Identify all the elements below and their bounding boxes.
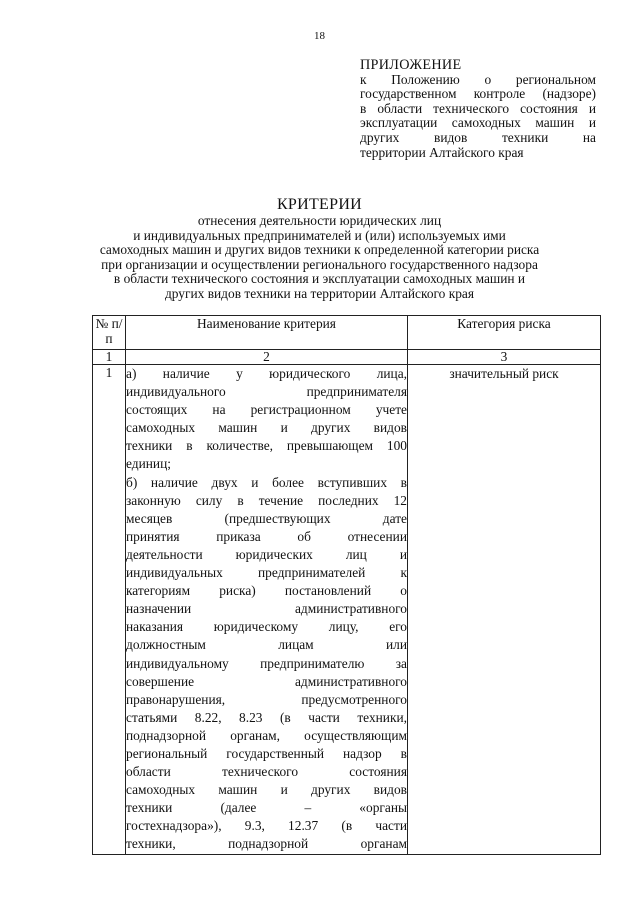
appendix-line: к Положению о региональном	[360, 71, 596, 87]
appendix-line: территории Алтайского края	[360, 144, 524, 160]
appendix-block	[360, 58, 596, 160]
criterion-line: самоходных машин и других видов	[126, 420, 407, 436]
criterion-line: региональный государственный надзор в	[126, 745, 407, 761]
criterion-line: наказания юридическому лицу, его	[126, 619, 407, 635]
appendix-line: в области технического состояния и	[360, 100, 596, 116]
criterion-line: состоящих на регистрационном учете	[126, 402, 407, 418]
criterion-line: категориям риска) постановлений о	[126, 583, 407, 599]
header-criterion: Наименование критерия	[126, 316, 408, 350]
criterion-line: а) наличие у юридического лица,	[126, 366, 407, 381]
criterion-line: техники, поднадзорной органам	[126, 836, 407, 852]
heading-line: в области технического состояния и эксплуатации самоходных машин и	[113, 271, 526, 287]
row-number: 1	[93, 365, 126, 855]
criterion-line: законную силу в течение последних 12	[126, 492, 407, 508]
criterion-line: самоходных машин и других видов	[126, 782, 407, 798]
criterion-line: техники в количестве, превышающем 100	[126, 438, 407, 454]
page-number: 18	[314, 30, 325, 42]
criterion-line: б) наличие двух и более вступивших в	[126, 474, 407, 490]
appendix-title: ПРИЛОЖЕНИЕ	[360, 57, 462, 73]
header-risk-category: Категория риска	[408, 316, 601, 350]
heading-line: самоходных машин и других видов техники к определенной категории риска	[99, 242, 540, 258]
criterion-line: поднадзорной органам, осуществляющим	[126, 727, 407, 743]
criterion-line: гостехнадзора»), 9.3, 12.37 (в части	[126, 818, 407, 834]
appendix-line: других видов техники на	[360, 129, 596, 145]
heading-line: при организации и осуществлении регионального государственного надзора	[101, 256, 538, 272]
criterion-line: индивидуальных предпринимателей к	[126, 565, 407, 581]
criteria-heading	[0, 196, 639, 302]
heading-line: и индивидуальных предпринимателей и (или) используемых ими	[133, 227, 506, 243]
column-number: 3	[408, 350, 601, 365]
column-number-row	[93, 350, 601, 365]
column-number: 1	[93, 350, 126, 365]
criterion-line: единиц;	[126, 456, 171, 472]
criteria-table	[92, 315, 601, 855]
criterion-description	[126, 365, 408, 855]
criterion-line: правонарушения, предусмотренного	[126, 691, 407, 707]
table-header-row	[93, 316, 601, 350]
heading-line: других видов техники на территории Алтайского края	[164, 285, 475, 301]
criterion-line: совершение административного	[126, 673, 407, 689]
criterion-line: индивидуальному предпринимателю за	[126, 655, 407, 671]
header-number: № п/п	[93, 316, 126, 350]
criterion-line: области технического состояния	[126, 764, 407, 780]
criterion-line: принятия приказа об отнесении	[126, 528, 407, 544]
criterion-line: должностным лицам или	[126, 637, 407, 653]
column-number: 2	[126, 350, 408, 365]
criterion-line: месяцев (предшествующих дате	[126, 510, 407, 526]
criterion-line: назначении административного	[126, 601, 407, 617]
heading-title: КРИТЕРИИ	[276, 196, 363, 213]
table-row	[93, 365, 601, 855]
criterion-line: статьями 8.22, 8.23 (в части техники,	[126, 709, 407, 725]
criterion-line: деятельности юридических лиц и	[126, 546, 407, 562]
appendix-line: эксплуатации самоходных машин и	[360, 115, 596, 131]
appendix-line: государственном контроле (надзоре)	[360, 86, 596, 102]
heading-line: отнесения деятельности юридических лиц	[197, 213, 442, 228]
criterion-line: техники (далее – «органы	[126, 800, 407, 816]
risk-category: значительный риск	[408, 365, 601, 855]
criterion-line: индивидуального предпринимателя	[126, 384, 407, 400]
